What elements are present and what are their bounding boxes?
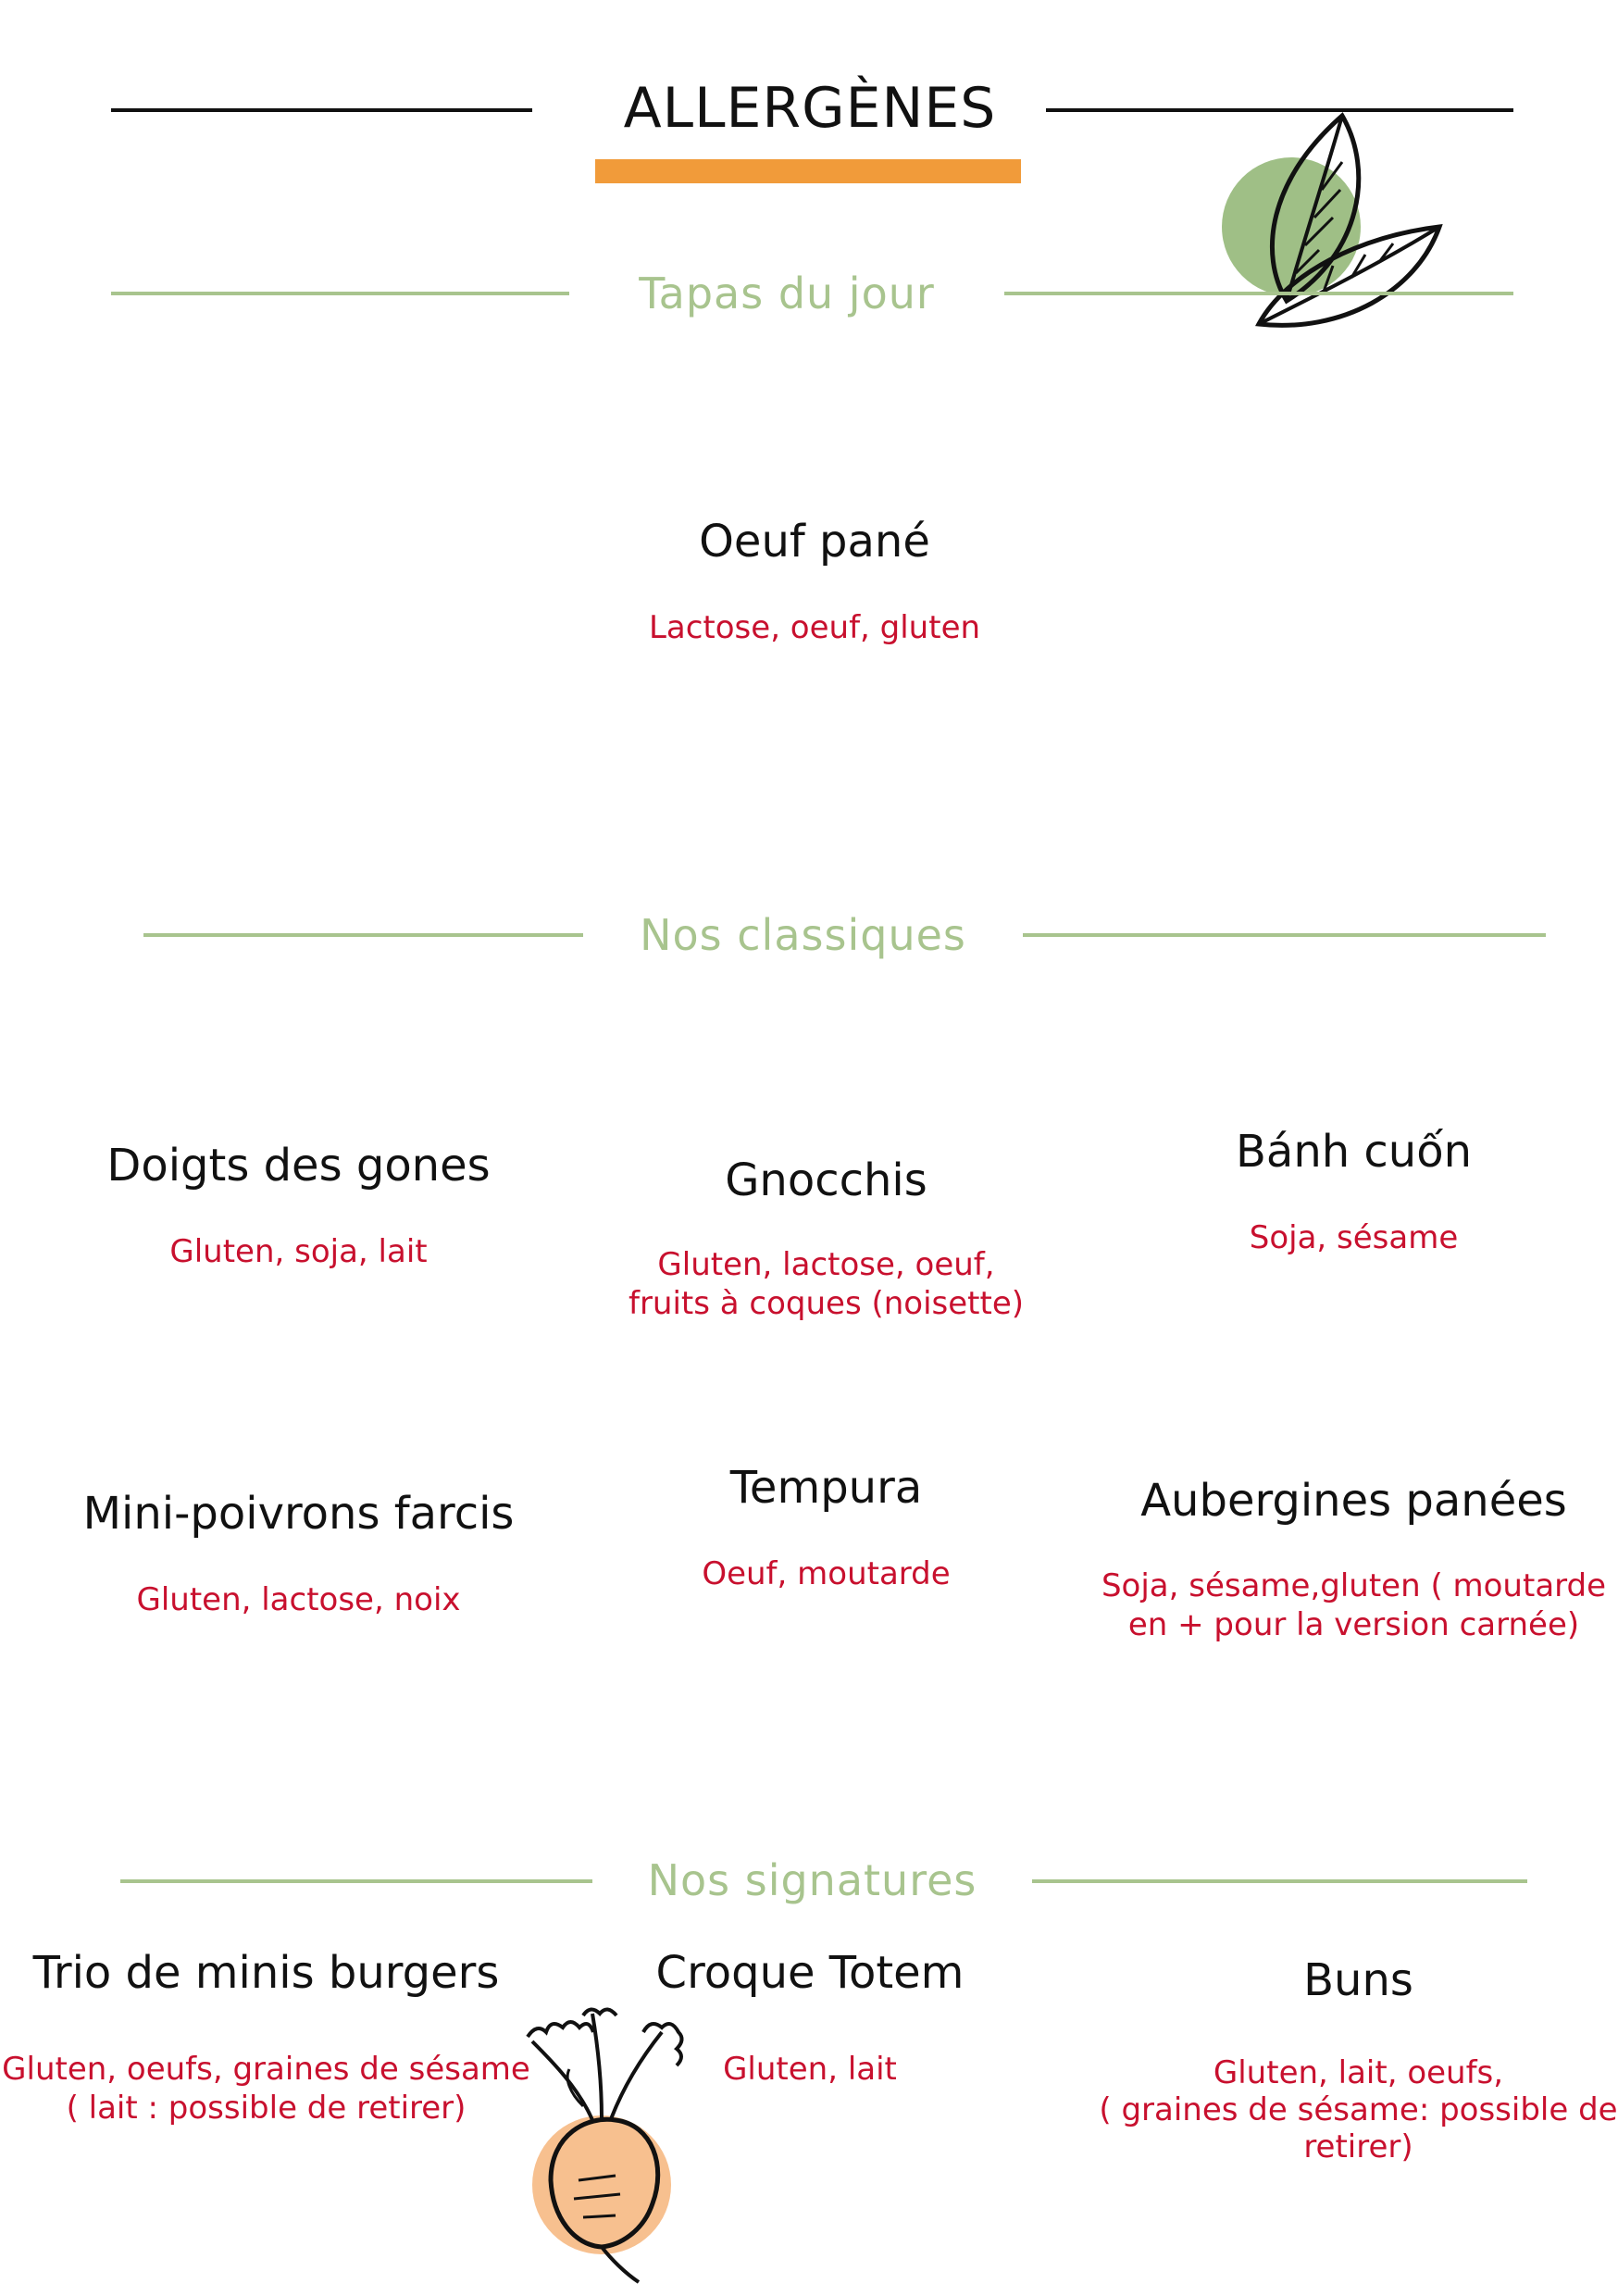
section-rule-left <box>143 933 583 937</box>
dish-allergens: Soja, sésame <box>1249 1219 1459 1256</box>
section-title-tapas: Tapas du jour <box>639 268 935 318</box>
section-rule-left <box>111 292 569 295</box>
dish-name: Mini-poivrons farcis <box>82 1488 515 1540</box>
title-underline <box>595 159 1021 183</box>
dish-allergens: Lactose, oeuf, gluten <box>648 609 981 646</box>
dish-allergens: ( lait : possible de retirer) <box>66 2090 467 2127</box>
leaves-icon <box>1203 106 1444 338</box>
dish-allergens: fruits à coques (noisette) <box>628 1285 1025 1322</box>
section-title-signatures: Nos signatures <box>647 1855 977 1905</box>
dish-name: Tempura <box>729 1462 923 1514</box>
dish-allergens: Gluten, lait, oeufs, <box>1213 2054 1504 2091</box>
dish-allergens: Gluten, lait <box>723 2051 897 2088</box>
dish-name: Oeuf pané <box>699 516 930 568</box>
beetroot-icon <box>514 2004 699 2287</box>
dish-allergens: Gluten, oeufs, graines de sésame <box>2 2051 530 2088</box>
section-rule-right <box>1004 292 1513 295</box>
dish-name: Gnocchis <box>725 1154 927 1206</box>
dish-allergens: retirer) <box>1303 2128 1413 2165</box>
section-rule-left <box>120 1879 592 1883</box>
section-rule-right <box>1032 1879 1527 1883</box>
dish-allergens: en + pour la version carnée) <box>1127 1606 1580 1643</box>
header-rule-left <box>111 108 532 112</box>
dish-name: Aubergines panées <box>1140 1475 1567 1527</box>
dish-name: Croque Totem <box>655 1947 965 1999</box>
section-rule-right <box>1023 933 1546 937</box>
dish-allergens: Oeuf, moutarde <box>702 1555 951 1592</box>
dish-allergens: Gluten, soja, lait <box>169 1233 428 1270</box>
dish-name: Buns <box>1303 1954 1413 2006</box>
section-title-classiques: Nos classiques <box>640 910 966 960</box>
dish-name: Trio de minis burgers <box>32 1947 500 1999</box>
dish-allergens: ( graines de sésame: possible de <box>1099 2091 1618 2128</box>
dish-allergens: Soja, sésame,gluten ( moutarde <box>1101 1567 1607 1604</box>
dish-allergens: Gluten, lactose, noix <box>136 1581 461 1618</box>
dish-allergens: Gluten, lactose, oeuf, <box>657 1246 995 1283</box>
page-title: ALLERGÈNES <box>623 76 997 141</box>
dish-name: Doigts des gones <box>106 1140 491 1192</box>
dish-name: Bánh cuốn <box>1235 1126 1473 1178</box>
